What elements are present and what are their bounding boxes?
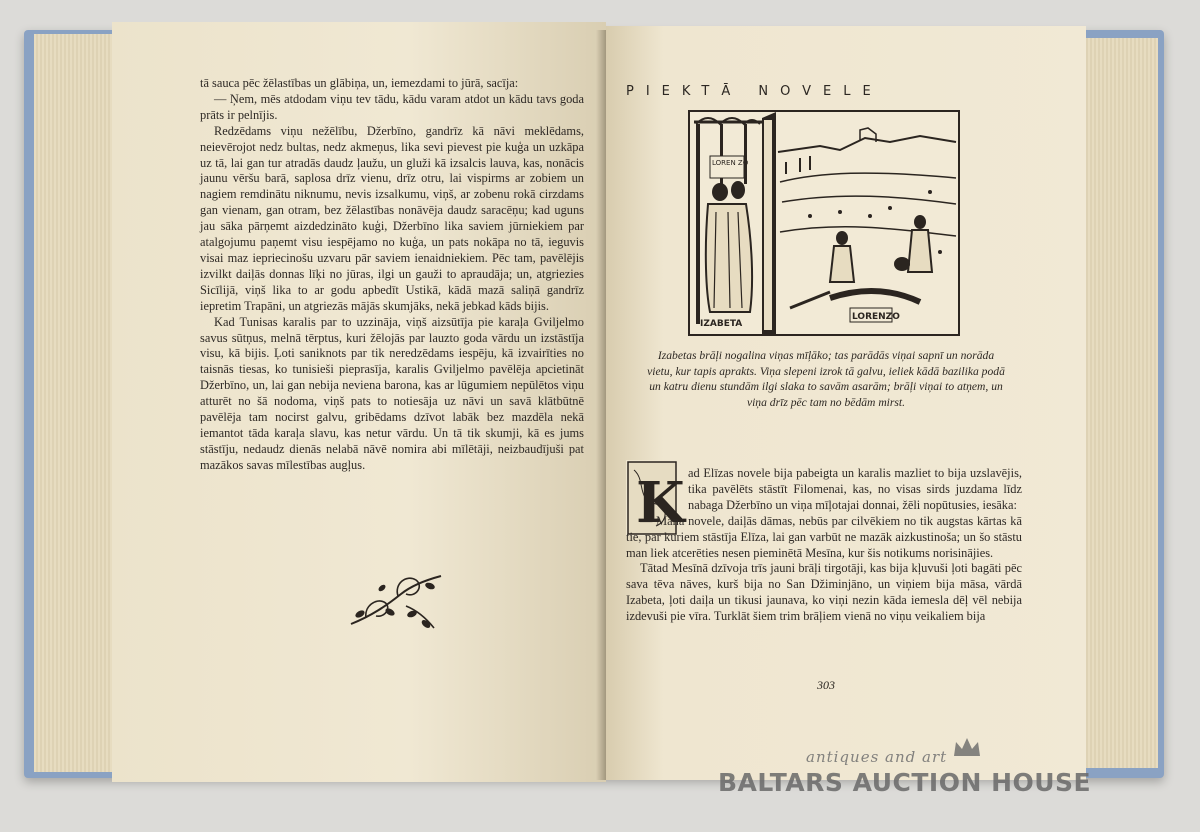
auction-watermark <box>718 748 1118 808</box>
illustration-caption: Izabetas brāļi nogalina viņas mīļāko; tas parādās viņai sapnī un norāda vietu, kur tapis aprakts. Viņa slepeni izrok tā galvu, ieliek kādā bazilika podā un katru dienu stundām ilgi slaka to savām asarām; brāļi viņai to atņem, un viņa drīz pēc tam no bēdām mirst. <box>647 349 1005 409</box>
drop-cap-letter: K <box>636 470 685 536</box>
window-label: LOREN ZO <box>712 159 749 167</box>
left-page <box>112 22 606 782</box>
left-paragraph-4: Kad Tunisas karalis par to uzzināja, viņš aizsūtīja pie karaļa Gviljelmo savus sūtņus, melnā tērptus, kuri žēlojās par lauzto goda vārdu un izstāstīja visu, kā bijis. Ļoti saniknots par tik neredzēdams iespēju, kā izvairīties no taisnās tiesas, ko tunisieši pieprasīja, karalis Gviljelmo pavēlēja apcietināt Džerbīno, un, lai gan nebija neviena barona, kas ar lūgumiem nepūlētos viņu atturēt no šā nodoma, viņš pats to notiesāja uz nāvi un savā klātbūtnē pavēlēja tam nocirst galvu, gribēdams dzīvot labāk bez mazdēla nekā iemantot tāda karaļa slavu, kas netur vārdu. Un tā tik skumji, kā es jums stāstīju, nedaudz dienās nelabā nāvē nomira abi mīlētāji, neizbaudījuši pat mazākos savas mīlestības augļus. <box>200 314 584 472</box>
chapter-heading: PIEKTĀ NOVELE <box>626 84 883 99</box>
right-page-edges <box>1080 38 1158 768</box>
right-paragraph-1: ad Elīzas novele bija pabeigta un karalis mazliet to bija uzslavējis, tika pavēlēts stāstīt Filomenai, kas, no visas sirds juzdama līdz nabaga Džerbīno un viņa mīļotajai donnai, žēli nopūtusies, iesāka: <box>688 466 1022 512</box>
right-paragraph-2: — Mana novele, daiļās dāmas, nebūs par cilvēkiem no tik augstas kārtas kā tie, par kuriem stāstīja Elīza, lai gan varbūt ne mazāk aizkustinoša; un šo stāstu man liek atcerēties nesen pieminētā Mesīna, kur šis notikums norisinājies. <box>626 513 1022 560</box>
left-paragraph-2: — Ņem, mēs atdodam viņu tev tādu, kādu varam atdot un kādu tavs goda prāts ir pelnījis. <box>200 91 584 122</box>
watermark-brand: BALTARS AUCTION HOUSE <box>718 768 1092 797</box>
floral-ornament-icon <box>346 566 446 636</box>
left-paragraph-3: Redzēdams viņu nežēlību, Džerbīno, gandrīz kā nāvi meklēdams, neievērojot nedz bultas, nedz akmeņus, lika sevi pievest pie kuģa un uzkāpa uz tā, lai gan tur atradās daudz ļaužu, un gluži kā izsalcis lauva, kas, nonācis jaunu vēršu barā, saplosa drīz vienu, drīz otru, lai vispirms ar zobiem un nagiem remdinātu niknumu, nevis izsalkumu, viņš, ar zobenu rokā cirzdams gan vienam, gan otram, bez žēlastības nonāvēja daudz saracēņu; kad uguns jau sāka pārņemt aizdedzināto kuģi, Džerbīno lika saviem jūrniekiem par atalgojumu paņemt visu iespējamo no kuģa, un pats nokāpa no tā, ieguvis visai maz iepriecinošu uzvaru pār saviem ienaidniekiem. Pēc tam, pavēlējis izvilkt daiļās donnas līķi no jūras, ilgi un gauži to apraudāja; un, atgriezies Sicīlijā, viņš lika to ar godu apbedīt Ustikā, kādā mazā saliņā gandrīz iepretim Trapāni, un atgriezās mājās skumjāks, nekā jebkad kāds bijis. <box>200 123 584 313</box>
right-page-text <box>626 466 1022 625</box>
woodcut-illustration <box>688 110 960 336</box>
left-page-text <box>200 76 584 474</box>
izabeta-label: IZABETA <box>700 319 743 329</box>
lorenzo-label: LORENZO <box>852 312 900 322</box>
left-paragraph-1: tā sauca pēc žēlastības un glābiņa, un, iemezdami to jūrā, sacīja: <box>200 76 519 90</box>
watermark-tagline: antiques and art <box>806 748 948 766</box>
page-number: 303 <box>817 678 835 692</box>
right-page <box>606 26 1086 780</box>
right-paragraph-3: Tātad Mesīnā dzīvoja trīs jauni brāļi tirgotāji, kas bija kļuvuši ļoti bagāti pēc sava tēva nāves, kurš bija no San Džiminjāno, un viņiem bija māsa, vārdā Izabeta, ļoti daiļa un tikusi jaunava, ko viņi nezin kāda iemesla dēļ vēl nebija izdevuši pie vīra. Turklāt šiem trim brāļiem vienā no viņu veikaliem bija <box>626 561 1022 624</box>
crown-icon <box>952 736 982 758</box>
